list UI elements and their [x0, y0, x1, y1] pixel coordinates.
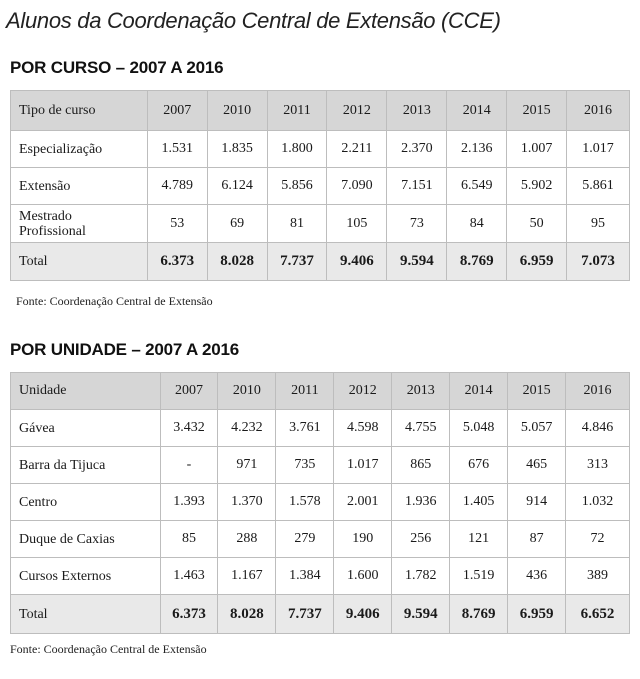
column-header-year: 2011	[276, 373, 334, 410]
table-cell: 6.959	[508, 595, 566, 634]
table-cell: 8.769	[447, 243, 507, 281]
row-label: Mestrado Profissional	[11, 205, 148, 243]
table-cell: 1.370	[218, 484, 276, 521]
table-cell: 50	[507, 205, 567, 243]
source-note: Fonte: Coordenação Central de Extensão	[10, 642, 207, 656]
table-cell: 5.048	[450, 410, 508, 447]
table-cell: 1.017	[334, 447, 392, 484]
column-header-label: Unidade	[11, 373, 161, 410]
table-cell: 190	[334, 521, 392, 558]
table-cell: 1.463	[160, 558, 218, 595]
table-cell: 4.755	[392, 410, 450, 447]
column-header-year: 2016	[566, 373, 630, 410]
table-cell: 4.598	[334, 410, 392, 447]
column-header-year: 2013	[387, 91, 447, 131]
table-cell: 465	[508, 447, 566, 484]
table-cell: 2.136	[447, 131, 507, 168]
table-cell: 676	[450, 447, 508, 484]
table-cell: 4.232	[218, 410, 276, 447]
table-cell: 4.846	[566, 410, 630, 447]
table-header-row	[11, 91, 630, 131]
table-cell: 288	[218, 521, 276, 558]
source-note: Fonte: Coordenação Central de Extensão	[16, 294, 213, 308]
table-cell: 7.737	[276, 595, 334, 634]
table-cell: 7.073	[567, 243, 630, 281]
table-cell: 8.028	[218, 595, 276, 634]
table-cell: 1.835	[207, 131, 267, 168]
table-total-row	[11, 595, 630, 634]
column-header-year: 2014	[450, 373, 508, 410]
table-cell: -	[160, 447, 218, 484]
table-row	[11, 484, 630, 521]
column-header-label: Tipo de curso	[11, 91, 148, 131]
table-cell: 105	[327, 205, 387, 243]
table-cell: 2.211	[327, 131, 387, 168]
column-header-year: 2015	[508, 373, 566, 410]
table-header-row	[11, 373, 630, 410]
table-cell: 4.789	[147, 168, 207, 205]
column-header-year: 2015	[507, 91, 567, 131]
table-cell: 1.007	[507, 131, 567, 168]
table-cell: 865	[392, 447, 450, 484]
table-row	[11, 410, 630, 447]
table-cell: 6.959	[507, 243, 567, 281]
table-cell: 2.001	[334, 484, 392, 521]
table-cell: 6.373	[147, 243, 207, 281]
table-cell: 3.432	[160, 410, 218, 447]
column-header-year: 2010	[207, 91, 267, 131]
table-cell: 69	[207, 205, 267, 243]
table-row	[11, 521, 630, 558]
table-cell: 389	[566, 558, 630, 595]
table-cell: 53	[147, 205, 207, 243]
table-cell: 5.856	[267, 168, 327, 205]
table-cell: 9.594	[392, 595, 450, 634]
table-cell: 313	[566, 447, 630, 484]
table-cell: 9.406	[327, 243, 387, 281]
table-cell: 7.151	[387, 168, 447, 205]
table-cell: 1.393	[160, 484, 218, 521]
table-cell: 1.384	[276, 558, 334, 595]
table-cell: 279	[276, 521, 334, 558]
table-cell: 7.090	[327, 168, 387, 205]
table-cell: 9.594	[387, 243, 447, 281]
table-cell: 73	[387, 205, 447, 243]
column-header-year: 2010	[218, 373, 276, 410]
table-cell: 436	[508, 558, 566, 595]
table-cell: 6.124	[207, 168, 267, 205]
table-cell: 1.800	[267, 131, 327, 168]
table-cell: 84	[447, 205, 507, 243]
section-title-unidade: POR UNIDADE – 2007 A 2016	[10, 340, 240, 359]
table-cell: 81	[267, 205, 327, 243]
column-header-year: 2012	[334, 373, 392, 410]
table-cell: 6.373	[160, 595, 218, 634]
table-cell: 121	[450, 521, 508, 558]
table-cell: 7.737	[267, 243, 327, 281]
row-label: Extensão	[11, 168, 148, 205]
column-header-year: 2007	[160, 373, 218, 410]
table-cell: 1.032	[566, 484, 630, 521]
column-header-year: 2016	[567, 91, 630, 131]
row-label: Total	[11, 595, 161, 634]
table-row	[11, 131, 630, 168]
table-cell: 735	[276, 447, 334, 484]
row-label: Duque de Caxias	[11, 521, 161, 558]
page-title: Alunos da Coordenação Central de Extensão (CCE)	[6, 8, 501, 33]
table-cell: 6.652	[566, 595, 630, 634]
table-cell: 914	[508, 484, 566, 521]
row-label: Gávea	[11, 410, 161, 447]
table-cell: 8.769	[450, 595, 508, 634]
table-cell: 971	[218, 447, 276, 484]
table-curso	[10, 90, 630, 281]
table-cell: 1.017	[567, 131, 630, 168]
table-cell: 1.936	[392, 484, 450, 521]
table-cell: 95	[567, 205, 630, 243]
table-cell: 72	[566, 521, 630, 558]
table-cell: 9.406	[334, 595, 392, 634]
table-cell: 1.167	[218, 558, 276, 595]
row-label: Total	[11, 243, 148, 281]
table-cell: 256	[392, 521, 450, 558]
table-row	[11, 205, 630, 243]
table-cell: 1.531	[147, 131, 207, 168]
table-cell: 5.057	[508, 410, 566, 447]
table-cell: 85	[160, 521, 218, 558]
table-total-row	[11, 243, 630, 281]
table-unidade	[10, 372, 630, 634]
table-cell: 1.782	[392, 558, 450, 595]
column-header-year: 2014	[447, 91, 507, 131]
table-cell: 8.028	[207, 243, 267, 281]
table-cell: 5.902	[507, 168, 567, 205]
table-row	[11, 168, 630, 205]
table-cell: 87	[508, 521, 566, 558]
row-label: Cursos Externos	[11, 558, 161, 595]
table-cell: 5.861	[567, 168, 630, 205]
column-header-year: 2012	[327, 91, 387, 131]
row-label: Especialização	[11, 131, 148, 168]
table-cell: 1.405	[450, 484, 508, 521]
table-cell: 3.761	[276, 410, 334, 447]
table-row	[11, 447, 630, 484]
table-cell: 1.519	[450, 558, 508, 595]
table-row	[11, 558, 630, 595]
table-cell: 1.578	[276, 484, 334, 521]
row-label: Barra da Tijuca	[11, 447, 161, 484]
row-label: Centro	[11, 484, 161, 521]
column-header-year: 2013	[392, 373, 450, 410]
section-title-curso: POR CURSO – 2007 A 2016	[10, 58, 224, 77]
table-cell: 1.600	[334, 558, 392, 595]
table-cell: 2.370	[387, 131, 447, 168]
column-header-year: 2011	[267, 91, 327, 131]
column-header-year: 2007	[147, 91, 207, 131]
table-cell: 6.549	[447, 168, 507, 205]
